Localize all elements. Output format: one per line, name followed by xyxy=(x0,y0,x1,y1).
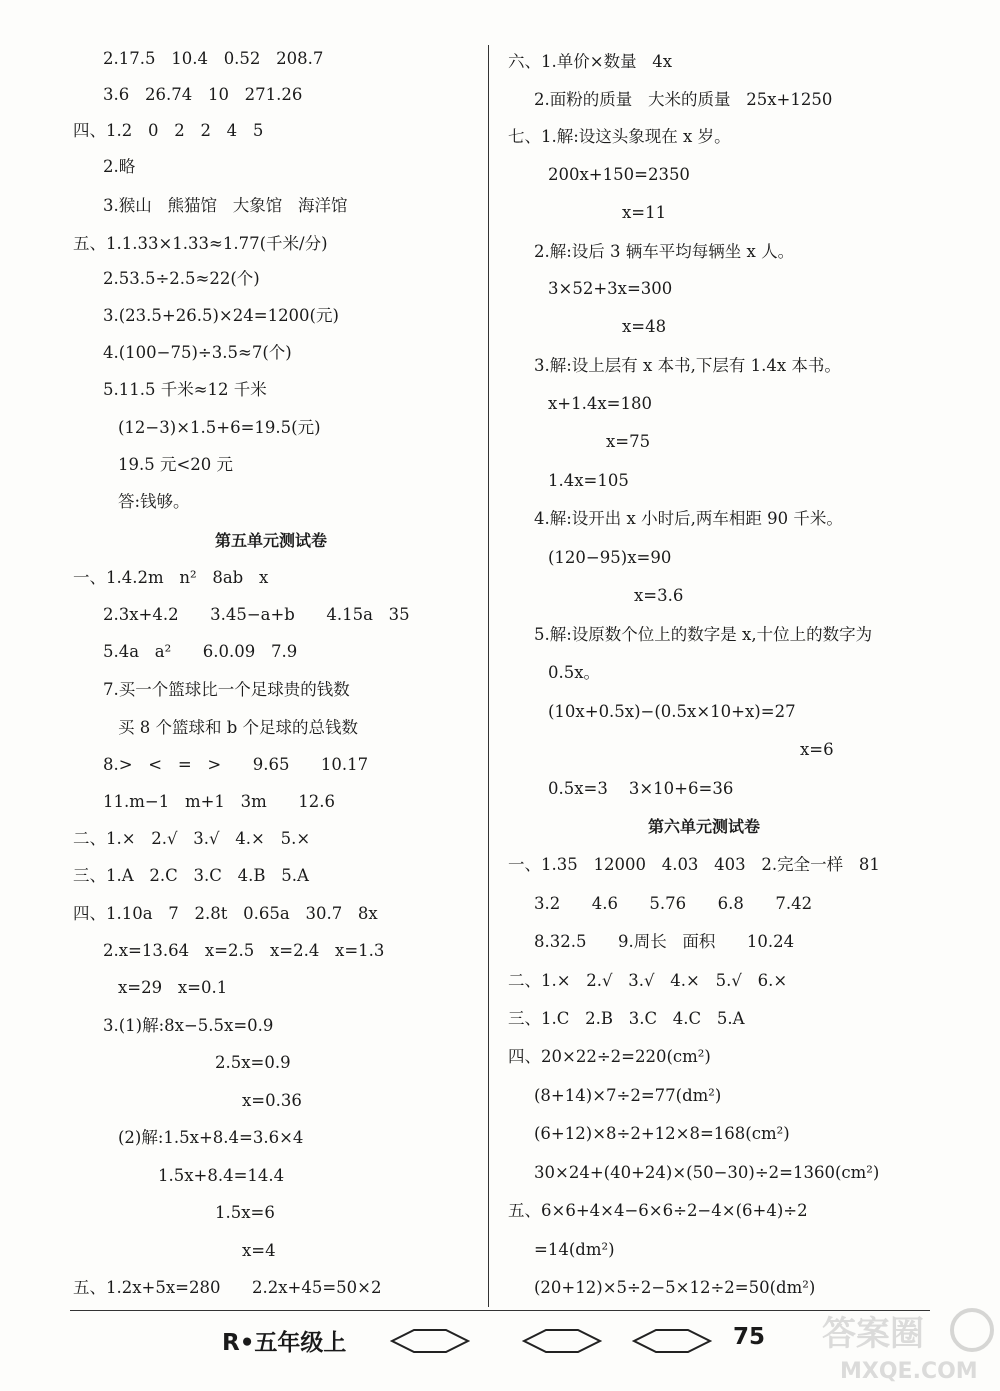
answer-line: 2.解:设后 3 辆车平均每辆坐 x 人。 xyxy=(534,242,795,261)
answer-line: x=6 xyxy=(800,740,834,759)
answer-line: 四、1.2 0 2 2 4 5 xyxy=(73,121,264,140)
answer-line: x=29 x=0.1 xyxy=(118,978,228,997)
answer-line: 8.> < = > 9.65 10.17 xyxy=(103,755,369,774)
answer-line: 2.x=13.64 x=2.5 x=2.4 x=1.3 xyxy=(103,941,385,960)
answer-line: 五、1.1.33×1.33≈1.77(千米/分) xyxy=(73,234,328,253)
footer-rule xyxy=(70,1310,930,1311)
answer-line: (20+12)×5÷2−5×12÷2=50(dm²) xyxy=(534,1278,816,1297)
answer-line: (8+14)×7÷2=77(dm²) xyxy=(534,1086,722,1105)
answer-line: 4.(100−75)÷3.5≈7(个) xyxy=(103,343,292,362)
answer-line: 2.略 xyxy=(103,157,136,176)
answer-line: 二、1.× 2.√ 3.√ 4.× 5.√ 6.× xyxy=(508,971,788,990)
answer-line: 六、1.单价×数量 4x xyxy=(508,52,673,71)
answer-line: 3.解:设上层有 x 本书,下层有 1.4x 本书。 xyxy=(534,356,841,375)
answer-line: (10x+0.5x)−(0.5x×10+x)=27 xyxy=(548,702,796,721)
answer-line: 30×24+(40+24)×(50−30)÷2=1360(cm²) xyxy=(534,1163,880,1182)
answer-line: 三、1.A 2.C 3.C 4.B 5.A xyxy=(73,866,309,885)
section-heading: 第六单元测试卷 xyxy=(648,817,761,836)
answer-line: 2.17.5 10.4 0.52 208.7 xyxy=(103,49,324,68)
answer-line: (2)解:1.5x+8.4=3.6×4 xyxy=(118,1128,304,1147)
diamond-ornament-icon xyxy=(390,1328,470,1354)
answer-line: 三、1.C 2.B 3.C 4.C 5.A xyxy=(508,1009,745,1028)
answer-line: 2.面粉的质量 大米的质量 25x+1250 xyxy=(534,90,833,109)
answer-line: 1.5x+8.4=14.4 xyxy=(158,1166,285,1185)
answer-line: 2.3x+4.2 3.45−a+b 4.15a 35 xyxy=(103,605,410,624)
answer-line: 7.买一个篮球比一个足球贵的钱数 xyxy=(103,680,350,699)
answer-line: x=75 xyxy=(606,432,651,451)
answer-line: 11.m−1 m+1 3m 12.6 xyxy=(103,792,335,811)
answer-line: 5.4a a² 6.0.09 7.9 xyxy=(103,642,298,661)
answer-line: 0.5x。 xyxy=(548,663,601,682)
answer-line: (12−3)×1.5+6=19.5(元) xyxy=(118,418,321,437)
answer-line: 五、6×6+4×4−6×6÷2−4×(6+4)÷2 xyxy=(508,1201,808,1220)
answer-line: (6+12)×8÷2+12×8=168(cm²) xyxy=(534,1124,790,1143)
answer-line: 0.5x=3 3×10+6=36 xyxy=(548,779,734,798)
answer-line: 19.5 元<20 元 xyxy=(118,455,234,474)
answer-line: x=4 xyxy=(242,1241,276,1260)
answer-line: 一、1.35 12000 4.03 403 2.完全一样 81 xyxy=(508,855,880,874)
column-divider xyxy=(488,45,489,1307)
answer-line: 2.5x=0.9 xyxy=(215,1053,291,1072)
answer-line: 3.6 26.74 10 271.26 xyxy=(103,85,303,104)
answer-line: 1.5x=6 xyxy=(215,1203,275,1222)
grade-label: R•五年级上 xyxy=(222,1330,347,1356)
answer-line: 五、1.2x+5x=280 2.2x+45=50×2 xyxy=(73,1278,382,1297)
answer-line: x=11 xyxy=(622,203,667,222)
answer-line: x=0.36 xyxy=(242,1091,302,1110)
answer-line: 二、1.× 2.√ 3.√ 4.× 5.× xyxy=(73,829,311,848)
answer-line: 2.53.5÷2.5≈22(个) xyxy=(103,269,260,288)
answer-line: 一、1.4.2m n² 8ab x xyxy=(73,568,269,587)
answer-line: 3.(23.5+26.5)×24=1200(元) xyxy=(103,306,339,325)
answer-line: x+1.4x=180 xyxy=(548,394,652,413)
answer-line: 5.解:设原数个位上的数字是 x,十位上的数字为 xyxy=(534,625,873,644)
answer-line: 5.11.5 千米≈12 千米 xyxy=(103,380,267,399)
answer-line: 3.猴山 熊猫馆 大象馆 海洋馆 xyxy=(103,196,348,215)
answer-line: x=3.6 xyxy=(634,586,684,605)
diamond-ornament-icon xyxy=(522,1328,602,1354)
answer-line: 七、1.解:设这头象现在 x 岁。 xyxy=(508,127,731,146)
watermark-url: MXQE.COM xyxy=(840,1359,978,1384)
answer-line: 4.解:设开出 x 小时后,两车相距 90 千米。 xyxy=(534,509,843,528)
answer-line: x=48 xyxy=(622,317,667,336)
answer-line: 3×52+3x=300 xyxy=(548,279,673,298)
answer-line: 四、20×22÷2=220(cm²) xyxy=(508,1047,711,1066)
answer-line: 买 8 个篮球和 b 个足球的总钱数 xyxy=(118,718,359,737)
answer-line: 答:钱够。 xyxy=(118,492,190,511)
page-footer xyxy=(0,1322,1000,1372)
answer-line: 四、1.10a 7 2.8t 0.65a 30.7 8x xyxy=(73,904,378,923)
answer-line: 200x+150=2350 xyxy=(548,165,690,184)
answer-line: 8.32.5 9.周长 面积 10.24 xyxy=(534,932,795,951)
watermark-text: 答案圈 xyxy=(822,1314,924,1354)
diamond-ornament-icon xyxy=(632,1328,712,1354)
answer-line: 3.2 4.6 5.76 6.8 7.42 xyxy=(534,894,813,913)
answer-line: 3.(1)解:8x−5.5x=0.9 xyxy=(103,1016,274,1035)
answer-line: 1.4x=105 xyxy=(548,471,629,490)
page-number: 75 xyxy=(733,1324,766,1350)
answer-line: =14(dm²) xyxy=(534,1240,615,1259)
answer-line: (120−95)x=90 xyxy=(548,548,672,567)
section-heading: 第五单元测试卷 xyxy=(215,531,328,550)
